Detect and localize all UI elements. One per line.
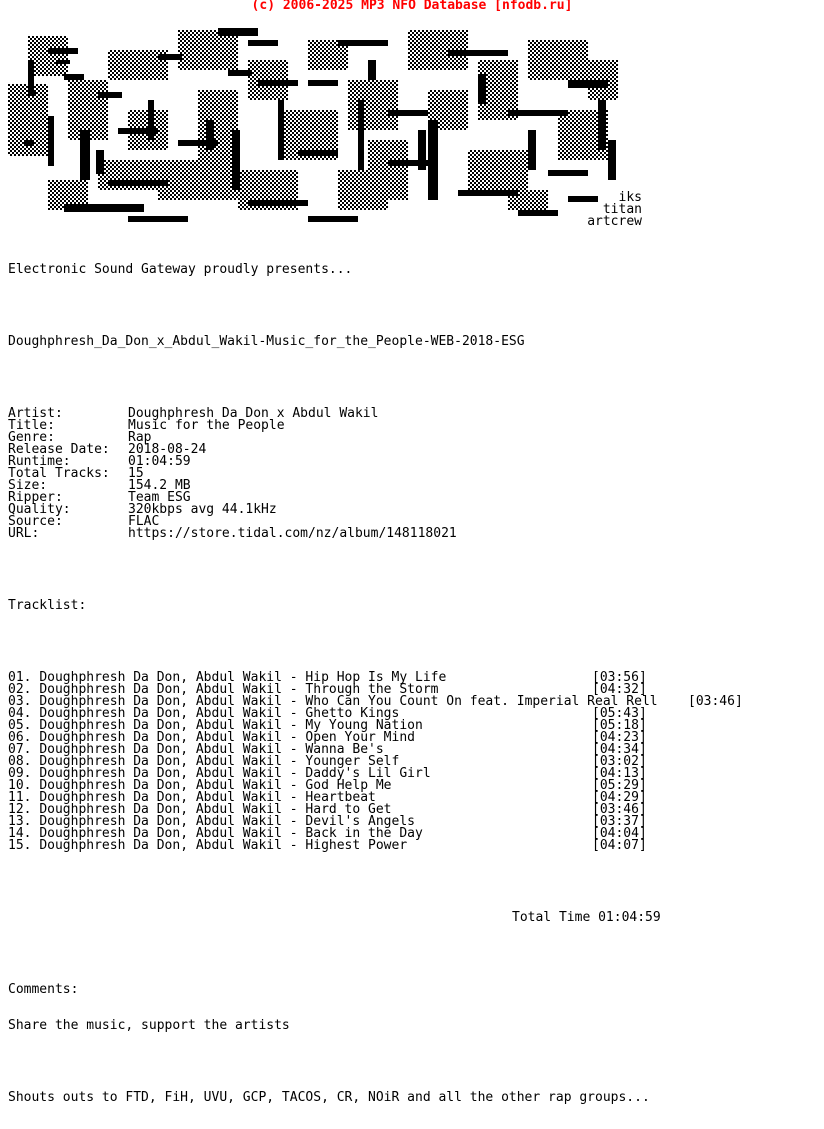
info-row [8,480,661,492]
logo-block [228,70,252,76]
track-duration: [04:04] [592,826,647,841]
logo-block [528,40,588,80]
track-duration: [03:56] [592,670,647,685]
track-duration: [03:46] [688,694,743,709]
logo-block [248,40,278,46]
logo-block [448,50,508,56]
info-label: Artist: [8,406,63,421]
info-label: Runtime: [8,454,71,469]
track-title: Doughphresh Da Don, Abdul Wakil - Hard to Get [39,802,392,817]
info-label: Ripper: [8,490,63,505]
logo-block [308,216,358,222]
logo-block [548,170,588,176]
track-title: Doughphresh Da Don, Abdul Wakil - Ghetto Kings [39,706,400,721]
track-number: 15. [8,838,32,853]
release-info [8,408,661,540]
logo-block [278,100,284,160]
info-value: FLAC [128,514,160,529]
info-value: Team ESG [128,490,191,505]
tracklist [8,670,743,853]
logo-block [468,150,528,190]
logo-credits [580,192,642,228]
track-title: Doughphresh Da Don, Abdul Wakil - Highest Power [39,838,408,853]
info-row [8,492,661,504]
track-duration: [03:46] [592,802,647,817]
logo-block [158,54,182,60]
info-row [8,504,661,516]
track-title: Doughphresh Da Don, Abdul Wakil - Back in the Day [39,826,423,841]
logo-block [64,74,84,80]
track-number: 01. [8,670,32,685]
logo-block [24,140,34,146]
track-title: Doughphresh Da Don, Abdul Wakil - Daddy's Lil Girl [39,766,431,781]
info-value: 320kbps avg 44.1kHz [128,502,277,517]
logo-block [388,110,428,116]
track-duration: [04:23] [592,730,647,745]
info-label: Quality: [8,502,71,517]
logo-block [338,170,388,210]
track-number: 09. [8,766,32,781]
track-title: Doughphresh Da Don, Abdul Wakil - Heartbeat [39,790,376,805]
logo-block [518,210,558,216]
logo-block [568,80,608,88]
track-number: 12. [8,802,32,817]
track-number: 08. [8,754,32,769]
info-label: Size: [8,478,48,493]
track-number: 02. [8,682,32,697]
logo-block [128,216,188,222]
logo-block [108,180,168,186]
track-title: Doughphresh Da Don, Abdul Wakil - Through the Storm [39,682,439,697]
track-title: Doughphresh Da Don, Abdul Wakil - My Young Nation [39,718,423,733]
nfo-body [8,240,743,1128]
track-number: 06. [8,730,32,745]
track-number: 13. [8,814,32,829]
logo-block [368,60,376,80]
track-duration: [05:29] [592,778,647,793]
info-label: Genre: [8,430,55,445]
info-row [8,528,661,540]
credit-titan: titan [602,202,642,217]
track-duration: [03:02] [592,754,647,769]
track-duration: [04:32] [592,682,647,697]
info-value: 2018-08-24 [128,442,207,457]
logo-block [96,150,104,174]
logo-block [64,204,144,212]
logo-block [608,140,616,180]
logo-block [28,90,36,96]
logo-block [358,100,364,170]
logo-block [80,130,90,180]
track-title: Doughphresh Da Don, Abdul Wakil - Younger Self [39,754,400,769]
track-number: 14. [8,826,32,841]
logo-block [248,200,308,206]
tracklist-heading: Tracklist: [8,598,87,613]
comments-heading: Comments: [8,982,79,997]
logo-block [298,150,338,156]
info-label: Total Tracks: [8,466,110,481]
info-label: URL: [8,526,40,541]
logo-block [232,130,240,190]
info-row [8,444,661,456]
site-header[interactable]: (c) 2006-2025 MP3 NFO Database [nfodb.ru] [251,0,573,13]
track-number: 05. [8,718,32,733]
track-number: 03. [8,694,32,709]
comments-text: Share the music, support the artists [8,1018,290,1033]
info-row [8,408,661,420]
logo-block [28,60,34,90]
logo-block [158,160,238,200]
track-number: 07. [8,742,32,757]
track-title: Doughphresh Da Don, Abdul Wakil - Hip Hop Is My Life [39,670,447,685]
track-title: Doughphresh Da Don, Abdul Wakil - God Help Me [39,778,392,793]
info-label: Source: [8,514,63,529]
track-number: 11. [8,790,32,805]
track-number: 04. [8,706,32,721]
track-title: Doughphresh Da Don, Abdul Wakil - Open Your Mind [39,730,415,745]
info-value: Rap [128,430,152,445]
logo-block [258,80,298,86]
logo-block [528,130,536,170]
credit-iks: iks [618,190,642,205]
logo-block [428,120,438,200]
logo-block [218,28,258,36]
track-duration: [04:13] [592,766,647,781]
logo-block [418,130,426,170]
info-label: Release Date: [8,442,110,457]
track-duration: [04:34] [592,742,647,757]
logo-block [148,100,154,140]
logo-block [508,110,568,116]
track-duration: [03:37] [592,814,647,829]
logo-block [56,60,70,64]
logo-block [178,140,218,146]
info-row [8,468,661,480]
track-duration: [05:18] [592,718,647,733]
info-value: Music for the People [128,418,285,433]
logo-block [48,48,78,54]
esg-ascii-logo [8,20,640,230]
logo-block [458,190,518,196]
track-number: 10. [8,778,32,793]
track-title: Doughphresh Da Don, Abdul Wakil - Devil's Angels [39,814,415,829]
credit-artcrew: artcrew [587,214,642,229]
track-duration: [05:43] [592,706,647,721]
info-value: Doughphresh Da Don x Abdul Wakil [128,406,379,421]
logo-block [348,80,398,130]
track-duration: [04:29] [592,790,647,805]
intro-line: Electronic Sound Gateway proudly presents... [8,262,353,277]
info-value: https://store.tidal.com/nz/album/148118021 [128,526,457,541]
info-label: Title: [8,418,55,433]
track-title: Doughphresh Da Don, Abdul Wakil - Wanna Be's [39,742,384,757]
logo-block [598,100,606,150]
track-title: Doughphresh Da Don, Abdul Wakil - Who Can You Count On feat. Imperial Real Rell [39,694,658,709]
track-duration: [04:07] [592,838,647,853]
logo-block [98,92,122,98]
info-value: 15 [128,466,144,481]
info-row [8,420,661,432]
logo-block [308,80,338,86]
info-value: 154.2 MB [128,478,191,493]
info-value: 01:04:59 [128,454,191,469]
shoutouts: Shouts outs to FTD, FiH, UVU, GCP, TACOS, CR, NOiR and all the other rap groups... [8,1090,650,1105]
logo-block [478,74,486,104]
total-time: Total Time 01:04:59 [512,910,661,925]
track-row [8,840,661,852]
release-name: Doughphresh_Da_Don_x_Abdul_Wakil-Music_for_the_People-WEB-2018-ESG [8,334,525,349]
logo-block [338,40,388,46]
logo-block [48,116,54,166]
